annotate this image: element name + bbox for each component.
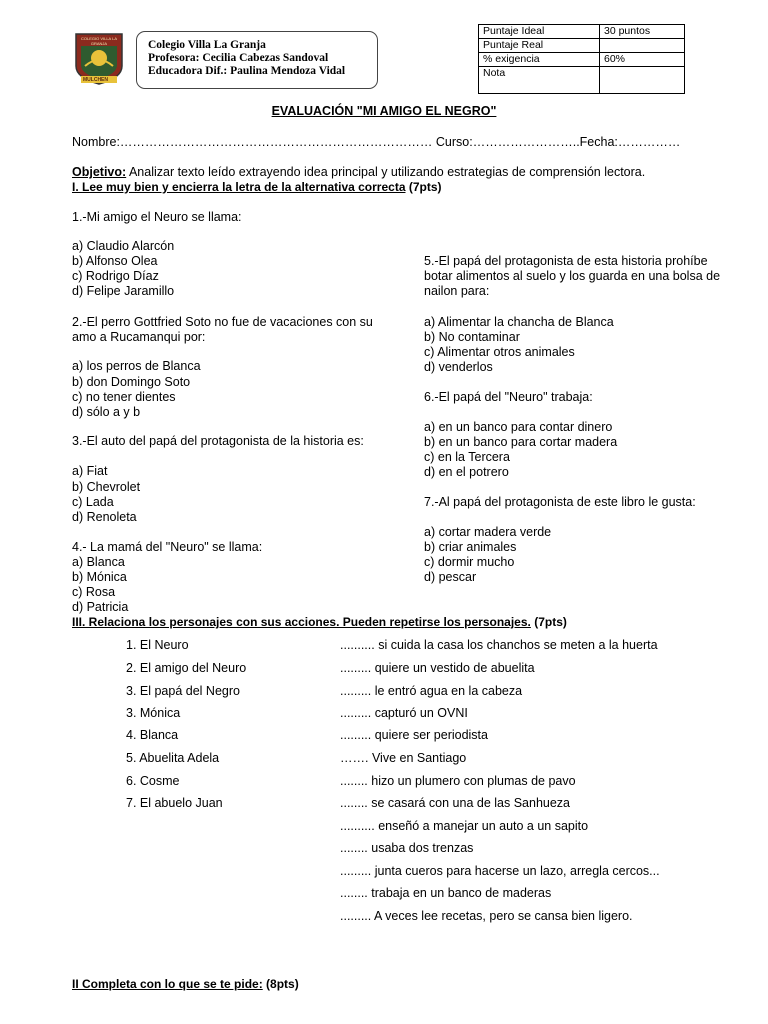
q2-option: b) don Domingo Soto (72, 375, 191, 389)
q1-option: c) Rodrigo Díaz (72, 269, 159, 283)
section3-heading (72, 615, 567, 629)
q4-question: 4.- La mamá del "Neuro" se llama: (72, 540, 263, 554)
objective-label: Objetivo: (72, 165, 127, 179)
score-label: % exigencia (479, 53, 600, 67)
q6-question: 6.-El papá del "Neuro" trabaja: (424, 390, 593, 404)
action-item: ........ usaba dos trenzas (340, 841, 474, 855)
page-title: EVALUACIÓN "MI AMIGO EL NEGRO" (271, 104, 497, 118)
section1-heading (72, 180, 442, 194)
score-row (479, 53, 685, 67)
q4-option: a) Blanca (72, 555, 125, 569)
score-row (479, 67, 685, 94)
q5-option: d) venderlos (424, 360, 493, 374)
q1-option: d) Felipe Jaramillo (72, 284, 175, 298)
score-row (479, 39, 685, 53)
character-item: 7. El abuelo Juan (126, 796, 223, 810)
action-item: ......... A veces lee recetas, pero se cansa bien ligero. (340, 909, 633, 923)
q7-option: a) cortar madera verde (424, 525, 552, 539)
character-item: 3. Mónica (126, 706, 181, 720)
section1-points: (7pts) (405, 180, 442, 194)
action-item: ......... capturó un OVNI (340, 706, 468, 720)
q2-question: amo a Rucamanqui por: (72, 330, 206, 344)
q6-option: b) en un banco para cortar madera (424, 435, 618, 449)
q5-option: b) No contaminar (424, 330, 520, 344)
section2-points: (8pts) (262, 977, 299, 991)
character-item: 5. Abuelita Adela (126, 751, 220, 765)
action-item: .......... enseñó a manejar un auto a un sapito (340, 819, 589, 833)
action-item: ……. Vive en Santiago (340, 751, 467, 765)
q4-option: d) Patricia (72, 600, 129, 614)
teacher-name: Profesora: Cecilia Cabezas Sandoval (148, 52, 329, 64)
logo-top-text: COLEGIO VILLA LA GRANJA (80, 36, 118, 46)
q1-option: a) Claudio Alarcón (72, 239, 175, 253)
action-item: ........ trabaja en un banco de maderas (340, 886, 552, 900)
score-table (478, 24, 685, 94)
character-item: 6. Cosme (126, 774, 180, 788)
section1-title: I. Lee muy bien y encierra la letra de la alternativa correcta (72, 180, 406, 194)
q6-option: a) en un banco para contar dinero (424, 420, 613, 434)
section3-points: (7pts) (530, 615, 567, 629)
character-item: 4. Blanca (126, 728, 179, 742)
q2-option: d) sólo a y b (72, 405, 141, 419)
objective-text: Analizar texto leído extrayendo idea principal y utilizando estrategias de comprensión lectora. (126, 165, 646, 179)
student-info-line: Nombre:………………………………………………………………… Curso:……………………..Fecha:…………… (72, 135, 681, 149)
q4-option: b) Mónica (72, 570, 127, 584)
q1-option: b) Alfonso Olea (72, 254, 158, 268)
school-name: Colegio Villa La Granja (148, 39, 266, 51)
action-item: ......... quiere ser periodista (340, 728, 488, 742)
section2-heading (72, 977, 299, 991)
score-value (600, 67, 685, 94)
action-item: ......... quiere un vestido de abuelita (340, 661, 535, 675)
section3-title: III. Relaciona los personajes con sus acciones. Pueden repetirse los personajes. (72, 615, 531, 629)
q3-option: b) Chevrolet (72, 480, 141, 494)
q6-option: c) en la Tercera (424, 450, 510, 464)
q7-option: b) criar animales (424, 540, 517, 554)
q7-question: 7.-Al papá del protagonista de este libro le gusta: (424, 495, 696, 509)
action-item: ......... le entró agua en la cabeza (340, 684, 523, 698)
q7-option: d) pescar (424, 570, 477, 584)
section2-title: II Completa con lo que se te pide: (72, 977, 263, 991)
q3-option: d) Renoleta (72, 510, 137, 524)
character-item: 3. El papá del Negro (126, 684, 240, 698)
q3-question: 3.-El auto del papá del protagonista de la historia es: (72, 434, 364, 448)
action-item: ......... junta cueros para hacerse un lazo, arregla cercos... (340, 864, 660, 878)
q5-option: a) Alimentar la chancha de Blanca (424, 315, 614, 329)
q1-question: 1.-Mi amigo el Neuro se llama: (72, 210, 242, 224)
action-item: ........ se casará con una de las Sanhueza (340, 796, 571, 810)
educator-name: Educadora Dif.: Paulina Mendoza Vidal (148, 65, 346, 77)
q3-option: c) Lada (72, 495, 114, 509)
q3-option: a) Fiat (72, 464, 108, 478)
score-value: 60% (600, 53, 685, 67)
q7-option: c) dormir mucho (424, 555, 515, 569)
score-row (479, 25, 685, 39)
q2-option: a) los perros de Blanca (72, 359, 201, 373)
q2-question: 2.-El perro Gottfried Soto no fue de vacaciones con su (72, 315, 373, 329)
q6-option: d) en el potrero (424, 465, 509, 479)
q5-question: nailon para: (424, 284, 490, 298)
q5-option: c) Alimentar otros animales (424, 345, 575, 359)
q2-option: c) no tener dientes (72, 390, 176, 404)
q5-question: 5.-El papá del protagonista de esta historia prohíbe (424, 254, 708, 268)
score-value: 30 puntos (600, 25, 685, 39)
character-item: 1. El Neuro (126, 638, 189, 652)
q5-question: botar alimentos al suelo y los guarda en una bolsa de (424, 269, 721, 283)
objective (72, 165, 645, 179)
logo-bottom-text: MULCHEN (83, 77, 108, 83)
score-label: Puntaje Real (479, 39, 600, 53)
action-item: .......... si cuida la casa los chanchos se meten a la huerta (340, 638, 658, 652)
score-value (600, 39, 685, 53)
action-item: ........ hizo un plumero con plumas de pavo (340, 774, 576, 788)
score-label: Puntaje Ideal (479, 25, 600, 39)
character-item: 2. El amigo del Neuro (126, 661, 247, 675)
score-label: Nota (479, 67, 600, 94)
q4-option: c) Rosa (72, 585, 116, 599)
